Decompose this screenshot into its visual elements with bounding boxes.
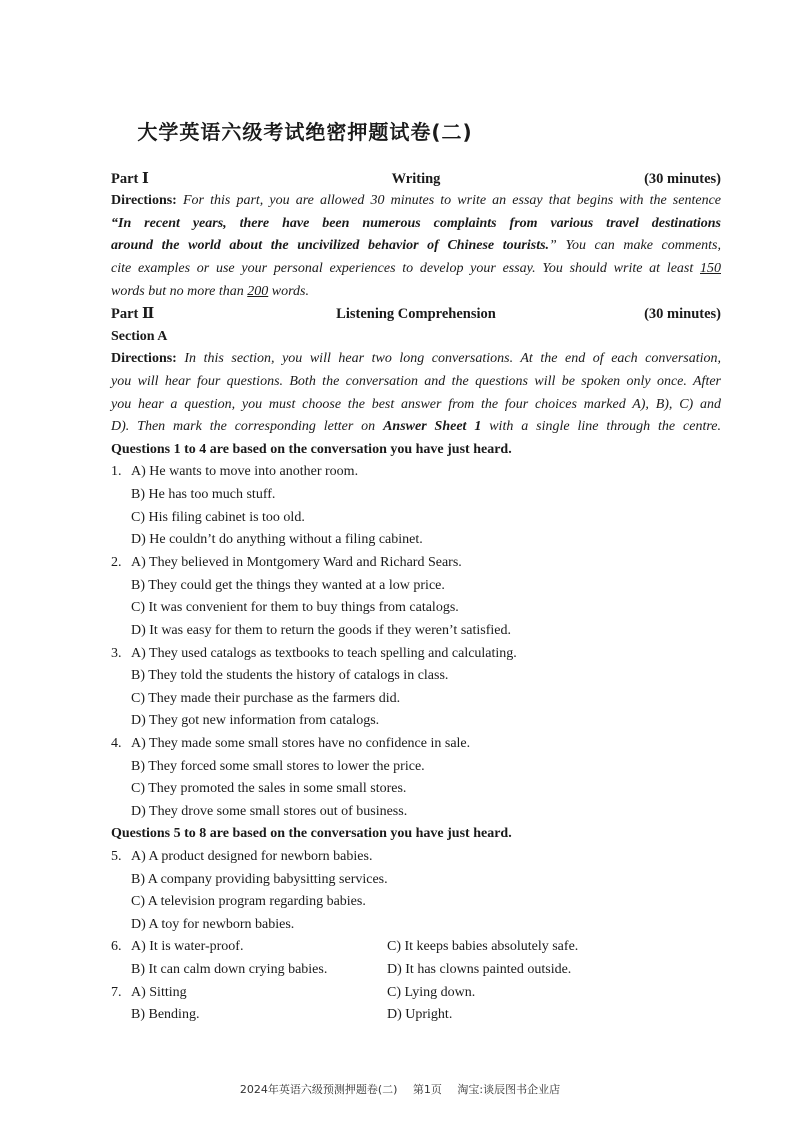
option-b: B) It can calm down crying babies. (131, 962, 328, 977)
question-5-option-b-row (111, 869, 721, 892)
question-group-2-heading: Questions 5 to 8 are based on the conversation you have just heard. (111, 826, 512, 841)
question-number: 6. (111, 939, 122, 954)
question-1 (111, 461, 721, 484)
min-words: 150 (700, 261, 721, 276)
max-words: 200 (247, 284, 269, 299)
option-d: D) They got new information from catalogs. (131, 713, 380, 728)
part1-name: Writing (391, 171, 441, 187)
question-2-option-b-row (111, 575, 721, 598)
option-a: A) A product designed for newborn babies. (131, 849, 373, 864)
question-4-option-c-row (111, 778, 721, 801)
option-d: D) Upright. (387, 1007, 453, 1022)
part1-directions-line2: “In recent years, there have been numerous complaints from various travel destinations (111, 216, 721, 231)
option-c: C) It was convenient for them to buy things from catalogs. (131, 600, 459, 615)
option-d: D) It was easy for them to return the goods if they weren’t satisfied. (131, 623, 511, 638)
question-number: 3. (111, 646, 122, 661)
question-4 (111, 733, 721, 756)
option-b: B) A company providing babysitting services. (131, 872, 388, 887)
question-6 (111, 936, 721, 959)
question-number: 5. (111, 849, 122, 864)
question-5-option-c-row (111, 891, 721, 914)
option-b: B) They forced some small stores to lower the price. (131, 759, 425, 774)
option-b: B) Bending. (131, 1007, 200, 1022)
part1-directions-text1: For this part, you are allowed 30 minutes to write an essay that begins with the sentence (182, 193, 721, 208)
question-number: 4. (111, 736, 122, 751)
part1-directions-text3: ” You can make comments, (549, 238, 722, 253)
part1-header (111, 168, 721, 191)
part2-header (111, 303, 721, 326)
part2-directions-line1 (111, 348, 721, 371)
question-6-row-2 (111, 959, 721, 982)
part1-directions-line3 (111, 235, 721, 258)
question-7-row-2 (111, 1004, 721, 1027)
part1-label: Part Ⅰ (111, 171, 149, 187)
part1-time: (30 minutes) (644, 171, 721, 187)
answer-sheet-name: Answer Sheet 1 (383, 419, 482, 434)
question-1-option-b-row (111, 484, 721, 507)
part2-directions-text1: In this section, you will hear two long conversations. At the end of each conversation, (184, 351, 721, 366)
option-b: B) They could get the things they wanted at a low price. (131, 578, 445, 593)
option-a: A) He wants to move into another room. (131, 464, 359, 479)
option-c: C) His filing cabinet is too old. (131, 510, 305, 525)
question-5 (111, 846, 721, 869)
question-4-option-b-row (111, 756, 721, 779)
question-5-option-d-row (111, 914, 721, 937)
option-d: D) He couldn’t do anything without a filing cabinet. (131, 532, 423, 547)
option-a: A) They believed in Montgomery Ward and Richard Sears. (131, 555, 462, 570)
part2-directions-line2: you will hear four questions. Both the conversation and the questions will be spoken only once. After (111, 374, 721, 389)
option-a: A) They made some small stores have no confidence in sale. (131, 736, 471, 751)
part2-directions-label: Directions: (111, 351, 177, 366)
exam-title: 大学英语六级考试绝密押题试卷(二) (137, 120, 473, 144)
question-2-option-d-row (111, 620, 721, 643)
question-3-option-b-row (111, 665, 721, 688)
page-footer (0, 1081, 800, 1097)
option-d: D) A toy for newborn babies. (131, 917, 295, 932)
question-number: 2. (111, 555, 122, 570)
question-3-option-c-row (111, 688, 721, 711)
option-a: A) Sitting (131, 985, 187, 1000)
option-b: B) They told the students the history of catalogs in class. (131, 668, 449, 683)
option-a: A) They used catalogs as textbooks to teach spelling and calculating. (131, 646, 517, 661)
question-1-option-d-row (111, 529, 721, 552)
part1-directions-line4 (111, 258, 721, 281)
part1-directions-text5b: words. (268, 284, 309, 299)
part2-time: (30 minutes) (644, 306, 721, 322)
question-3 (111, 643, 721, 666)
option-c: C) It keeps babies absolutely safe. (387, 939, 579, 954)
question-4-option-d-row (111, 801, 721, 824)
question-2-option-c-row (111, 597, 721, 620)
section-a-heading: Section A (111, 329, 168, 344)
footer-page-number: 第1页 (412, 1083, 442, 1096)
part2-label: Part Ⅱ (111, 306, 155, 322)
option-c: C) They promoted the sales in some small stores. (131, 781, 407, 796)
part2-directions-text4a: D). Then mark the corresponding letter on (111, 419, 384, 434)
part2-directions-text4b: with a single line through the centre. (481, 419, 721, 434)
question-7 (111, 982, 721, 1005)
part2-directions-line3: you hear a question, you must choose the best answer from the four choices marked A), B), C) and (111, 397, 721, 412)
part2-directions-line4 (111, 416, 721, 439)
option-c: C) They made their purchase as the farmers did. (131, 691, 401, 706)
question-2 (111, 552, 721, 575)
option-c: C) Lying down. (387, 985, 476, 1000)
footer-shop: 淘宝:谈辰图书企业店 (457, 1083, 561, 1096)
part1-directions-text5a: words but no more than (111, 284, 248, 299)
part1-directions-text4: cite examples or use your personal experiences to develop your essay. You should write at least (111, 261, 700, 276)
part1-directions-line1 (111, 190, 721, 213)
part2-name: Listening Comprehension (336, 306, 496, 322)
question-1-option-c-row (111, 507, 721, 530)
option-a: A) It is water-proof. (131, 939, 244, 954)
question-3-option-d-row (111, 710, 721, 733)
option-d: D) It has clowns painted outside. (387, 962, 572, 977)
part1-directions-label: Directions: (111, 193, 177, 208)
question-group-1-heading: Questions 1 to 4 are based on the conversation you have just heard. (111, 442, 512, 457)
part1-prompt-end: around the world about the uncivilized behavior of Chinese tourists. (111, 238, 550, 253)
option-c: C) A television program regarding babies. (131, 894, 366, 909)
question-number: 7. (111, 985, 122, 1000)
option-b: B) He has too much stuff. (131, 487, 276, 502)
footer-doc-title: 2024年英语六级预测押题卷(二) (239, 1083, 398, 1096)
question-number: 1. (111, 464, 122, 479)
option-d: D) They drove some small stores out of business. (131, 804, 408, 819)
part1-directions-line5 (111, 281, 721, 304)
